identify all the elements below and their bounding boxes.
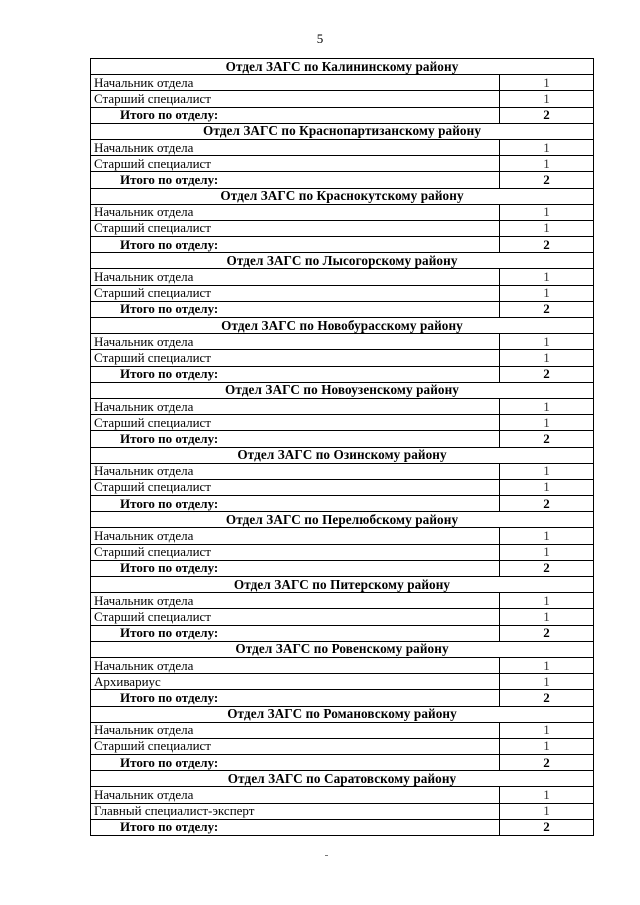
department-title: Отдел ЗАГС по Лысогорскому району bbox=[91, 253, 594, 269]
position-name: Старший специалист bbox=[91, 156, 500, 172]
total-value: 2 bbox=[500, 301, 594, 317]
department-title: Отдел ЗАГС по Краснопартизанскому району bbox=[91, 123, 594, 139]
department-total-row bbox=[91, 431, 594, 447]
position-count: 1 bbox=[500, 398, 594, 414]
department-total-row bbox=[91, 690, 594, 706]
total-label: Итого по отделу: bbox=[91, 496, 500, 512]
position-count: 1 bbox=[500, 139, 594, 155]
position-count: 1 bbox=[500, 220, 594, 236]
position-row bbox=[91, 803, 594, 819]
total-label: Итого по отделу: bbox=[91, 755, 500, 771]
total-label: Итого по отделу: bbox=[91, 107, 500, 123]
total-value: 2 bbox=[500, 431, 594, 447]
position-name: Начальник отдела bbox=[91, 787, 500, 803]
position-name: Начальник отдела bbox=[91, 528, 500, 544]
department-total-row bbox=[91, 237, 594, 253]
department-title: Отдел ЗАГС по Калининскому району bbox=[91, 59, 594, 75]
department-header-row bbox=[91, 512, 594, 528]
department-total-row bbox=[91, 560, 594, 576]
position-name: Старший специалист bbox=[91, 350, 500, 366]
total-label: Итого по отделу: bbox=[91, 366, 500, 382]
position-name: Архивариус bbox=[91, 674, 500, 690]
total-value: 2 bbox=[500, 819, 594, 835]
position-row bbox=[91, 398, 594, 414]
total-label: Итого по отделу: bbox=[91, 560, 500, 576]
total-value: 2 bbox=[500, 625, 594, 641]
position-row bbox=[91, 593, 594, 609]
position-name: Начальник отдела bbox=[91, 334, 500, 350]
position-count: 1 bbox=[500, 156, 594, 172]
position-row bbox=[91, 269, 594, 285]
position-count: 1 bbox=[500, 91, 594, 107]
position-count: 1 bbox=[500, 285, 594, 301]
scan-artifact bbox=[325, 855, 328, 856]
position-row bbox=[91, 479, 594, 495]
position-count: 1 bbox=[500, 803, 594, 819]
position-name: Старший специалист bbox=[91, 738, 500, 754]
position-count: 1 bbox=[500, 75, 594, 91]
position-count: 1 bbox=[500, 544, 594, 560]
position-name: Начальник отдела bbox=[91, 722, 500, 738]
position-count: 1 bbox=[500, 657, 594, 673]
department-total-row bbox=[91, 496, 594, 512]
position-name: Начальник отдела bbox=[91, 204, 500, 220]
department-title: Отдел ЗАГС по Новоузенскому району bbox=[91, 382, 594, 398]
position-count: 1 bbox=[500, 787, 594, 803]
total-value: 2 bbox=[500, 690, 594, 706]
total-value: 2 bbox=[500, 366, 594, 382]
position-row bbox=[91, 609, 594, 625]
total-label: Итого по отделу: bbox=[91, 431, 500, 447]
position-name: Старший специалист bbox=[91, 415, 500, 431]
total-value: 2 bbox=[500, 107, 594, 123]
department-header-row bbox=[91, 447, 594, 463]
department-title: Отдел ЗАГС по Ровенскому району bbox=[91, 641, 594, 657]
page-number: 5 bbox=[316, 31, 324, 46]
position-name: Старший специалист bbox=[91, 609, 500, 625]
department-title: Отдел ЗАГС по Саратовскому району bbox=[91, 771, 594, 787]
position-row bbox=[91, 657, 594, 673]
position-name: Старший специалист bbox=[91, 220, 500, 236]
position-row bbox=[91, 139, 594, 155]
position-row bbox=[91, 463, 594, 479]
position-name: Начальник отдела bbox=[91, 398, 500, 414]
department-header-row bbox=[91, 641, 594, 657]
department-total-row bbox=[91, 366, 594, 382]
department-title: Отдел ЗАГС по Питерскому району bbox=[91, 577, 594, 593]
position-count: 1 bbox=[500, 722, 594, 738]
position-row bbox=[91, 528, 594, 544]
department-title: Отдел ЗАГС по Романовскому району bbox=[91, 706, 594, 722]
position-row bbox=[91, 204, 594, 220]
position-count: 1 bbox=[500, 334, 594, 350]
staff-table bbox=[90, 58, 594, 836]
department-header-row bbox=[91, 253, 594, 269]
position-row bbox=[91, 285, 594, 301]
position-count: 1 bbox=[500, 528, 594, 544]
position-row bbox=[91, 75, 594, 91]
position-row bbox=[91, 738, 594, 754]
position-name: Главный специалист-эксперт bbox=[91, 803, 500, 819]
department-title: Отдел ЗАГС по Новобурасскому району bbox=[91, 318, 594, 334]
position-count: 1 bbox=[500, 593, 594, 609]
department-header-row bbox=[91, 706, 594, 722]
position-row bbox=[91, 91, 594, 107]
total-label: Итого по отделу: bbox=[91, 819, 500, 835]
position-count: 1 bbox=[500, 415, 594, 431]
department-total-row bbox=[91, 819, 594, 835]
total-value: 2 bbox=[500, 172, 594, 188]
position-row bbox=[91, 415, 594, 431]
position-name: Старший специалист bbox=[91, 285, 500, 301]
position-row bbox=[91, 220, 594, 236]
position-row bbox=[91, 787, 594, 803]
department-title: Отдел ЗАГС по Озинскому району bbox=[91, 447, 594, 463]
total-value: 2 bbox=[500, 560, 594, 576]
total-label: Итого по отделу: bbox=[91, 172, 500, 188]
department-total-row bbox=[91, 625, 594, 641]
position-name: Старший специалист bbox=[91, 479, 500, 495]
position-name: Начальник отдела bbox=[91, 593, 500, 609]
position-name: Начальник отдела bbox=[91, 75, 500, 91]
department-header-row bbox=[91, 123, 594, 139]
department-header-row bbox=[91, 59, 594, 75]
total-value: 2 bbox=[500, 496, 594, 512]
department-title: Отдел ЗАГС по Краснокутскому району bbox=[91, 188, 594, 204]
position-name: Начальник отдела bbox=[91, 139, 500, 155]
position-count: 1 bbox=[500, 738, 594, 754]
department-header-row bbox=[91, 577, 594, 593]
position-name: Начальник отдела bbox=[91, 269, 500, 285]
position-name: Старший специалист bbox=[91, 91, 500, 107]
position-row bbox=[91, 722, 594, 738]
position-count: 1 bbox=[500, 204, 594, 220]
position-row bbox=[91, 674, 594, 690]
department-header-row bbox=[91, 771, 594, 787]
department-total-row bbox=[91, 301, 594, 317]
position-row bbox=[91, 544, 594, 560]
department-header-row bbox=[91, 318, 594, 334]
department-total-row bbox=[91, 755, 594, 771]
department-total-row bbox=[91, 172, 594, 188]
position-row bbox=[91, 350, 594, 366]
position-count: 1 bbox=[500, 350, 594, 366]
total-label: Итого по отделу: bbox=[91, 301, 500, 317]
position-name: Старший специалист bbox=[91, 544, 500, 560]
department-title: Отдел ЗАГС по Перелюбскому району bbox=[91, 512, 594, 528]
position-row bbox=[91, 156, 594, 172]
department-header-row bbox=[91, 382, 594, 398]
position-name: Начальник отдела bbox=[91, 657, 500, 673]
position-count: 1 bbox=[500, 674, 594, 690]
position-count: 1 bbox=[500, 609, 594, 625]
department-total-row bbox=[91, 107, 594, 123]
total-value: 2 bbox=[500, 237, 594, 253]
total-value: 2 bbox=[500, 755, 594, 771]
position-name: Начальник отдела bbox=[91, 463, 500, 479]
position-count: 1 bbox=[500, 479, 594, 495]
position-row bbox=[91, 334, 594, 350]
total-label: Итого по отделу: bbox=[91, 690, 500, 706]
department-header-row bbox=[91, 188, 594, 204]
position-count: 1 bbox=[500, 269, 594, 285]
total-label: Итого по отделу: bbox=[91, 625, 500, 641]
position-count: 1 bbox=[500, 463, 594, 479]
total-label: Итого по отделу: bbox=[91, 237, 500, 253]
